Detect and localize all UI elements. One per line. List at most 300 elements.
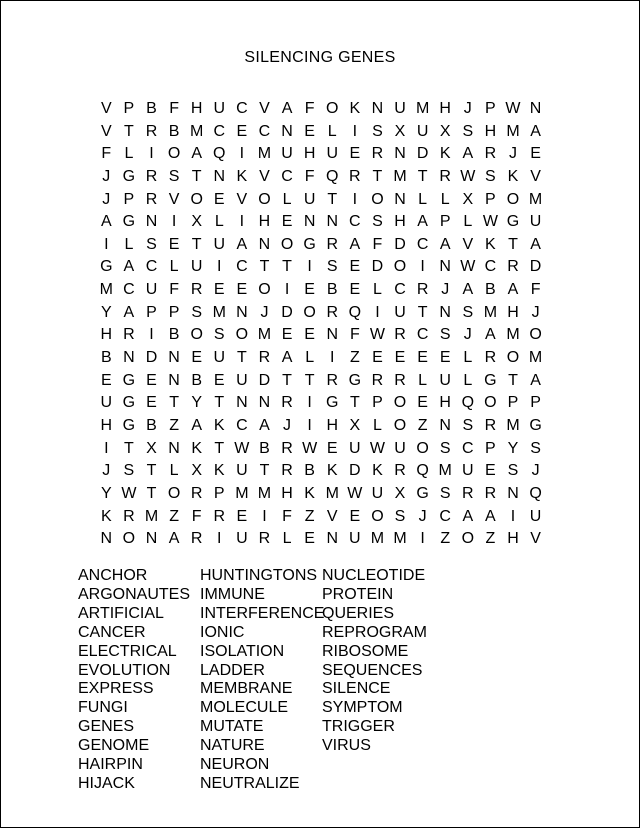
grid-letter: E [236,507,248,525]
grid-letter: M [438,462,452,480]
grid-letter: I [239,145,245,163]
grid-letter: V [100,100,112,117]
grid-letter: S [462,416,474,434]
grid-letter: S [326,258,338,276]
grid-letter: M [415,100,430,117]
grid-letter: R [326,235,339,253]
grid-letter: A [462,281,474,299]
word-item: MOLECULE [200,699,289,717]
grid-letter: F [169,100,179,117]
grid-letter: T [282,258,292,276]
grid-letter: R [213,507,226,525]
grid-letter: N [281,122,293,140]
grid-letter: K [191,439,202,457]
grid-letter: J [441,281,450,299]
grid-letter: E [304,530,315,548]
grid-letter: L [169,258,179,276]
grid-letter: X [394,122,406,140]
grid-letter: U [371,484,384,502]
grid-letter: I [420,530,425,548]
grid-letter: C [349,213,361,231]
grid-letter: V [259,167,270,185]
word-column [78,567,200,794]
grid-letter: A [123,258,135,276]
grid-letter: C [123,281,135,299]
word-item: HIJACK [78,774,135,792]
grid-letter: H [303,145,316,163]
grid-letter: L [282,190,292,208]
grid-letter: L [463,371,473,389]
grid-letter: B [146,100,157,117]
grid-letter: K [213,462,225,480]
grid-letter: A [259,416,270,434]
grid-letter: A [349,235,361,253]
grid-letter: J [463,100,472,117]
grid-letter: N [394,190,406,208]
grid-letter: O [190,326,203,344]
grid-letter: N [168,439,180,457]
grid-letter: E [530,145,541,163]
grid-letter: E [485,462,496,480]
grid-letter: I [307,416,312,434]
grid-letter: A [439,235,451,253]
word-item: TRIGGER [322,718,395,736]
grid-letter: J [531,303,540,321]
grid-letter: L [124,235,134,253]
grid-letter: T [282,371,292,389]
grid-letter: E [213,190,225,208]
grid-letter: E [168,235,180,253]
grid-letter: B [168,122,180,140]
grid-letter: N [439,258,451,276]
grid-letter: R [258,349,271,367]
grid-letter: I [262,507,267,525]
grid-letter: I [104,235,109,253]
grid-letter: T [191,167,202,185]
grid-letter: O [258,190,271,208]
grid-letter: K [349,100,361,117]
grid-letter: S [530,439,541,457]
grid-letter: Y [191,394,202,412]
grid-letter: U [100,394,113,412]
grid-letter: M [506,416,520,434]
grid-letter: T [191,235,202,253]
grid-letter: U [303,190,316,208]
grid-letter: T [124,439,134,457]
word-item: NATURE [200,737,265,755]
word-item: NUCLEOTIDE [322,567,426,584]
grid-letter: C [281,167,293,185]
grid-letter: I [217,258,222,276]
word-item: NEURON [200,756,270,774]
grid-letter: W [369,439,385,457]
grid-letter: G [122,416,136,434]
grid-letter: I [375,303,380,321]
grid-letter: C [236,100,248,117]
grid-letter: I [307,258,312,276]
grid-letter: K [100,507,112,525]
grid-letter: R [281,394,293,412]
grid-letter: W [234,439,250,457]
grid-letter: T [259,462,270,480]
grid-letter: M [528,190,543,208]
grid-letter: T [508,371,518,389]
grid-letter: P [439,213,451,231]
grid-letter: O [190,190,203,208]
grid-letter: U [529,213,542,231]
grid-letter: V [530,530,541,548]
word-item: FUNGI [78,699,128,717]
grid-letter: G [484,371,497,389]
grid-letter: J [283,416,292,434]
grid-letter: V [326,507,338,525]
grid-letter: K [326,462,338,480]
grid-letter: I [510,507,516,525]
grid-letter: H [100,416,113,434]
grid-letter: A [485,507,496,525]
grid-letter: L [418,190,428,208]
grid-letter: E [100,371,112,389]
grid-letter: U [349,530,361,548]
grid-letter: F [169,281,179,299]
grid-letter: B [485,281,496,299]
word-item: MEMBRANE [200,680,293,698]
grid-letter: H [100,326,113,344]
grid-letter: L [440,190,450,208]
grid-letter: Z [485,530,496,548]
grid-letter: J [102,190,111,208]
grid-letter: W [460,258,476,276]
grid-letter: Q [416,462,429,480]
grid-letter: M [506,326,520,344]
grid-letter: Y [100,484,112,502]
grid-letter: O [303,303,316,321]
grid-letter: T [327,190,338,208]
grid-letter: X [191,213,202,231]
grid-letter: A [530,371,541,389]
grid-letter: B [304,462,315,480]
grid-letter: H [190,100,203,117]
word-item: IONIC [200,623,245,641]
grid-letter: P [485,439,496,457]
grid-letter: T [508,235,518,253]
grid-letter: Z [440,530,451,548]
grid-letter: W [482,213,498,231]
grid-letter: A [530,122,541,140]
grid-letter: N [303,213,316,231]
grid-letter: D [371,258,384,276]
grid-letter: K [439,145,451,163]
word-item: PROTEIN [322,585,394,603]
grid-letter: X [191,462,202,480]
grid-letter: R [190,530,203,548]
grid-letter: N [529,100,542,117]
grid-letter: V [462,235,474,253]
grid-letter: O [461,530,475,548]
grid-letter: O [393,416,407,434]
grid-letter: E [191,349,202,367]
grid-letter: U [213,349,226,367]
grid-letter: S [439,484,451,502]
grid-letter: U [439,371,451,389]
grid-letter: U [236,462,248,480]
grid-letter: I [171,213,177,231]
grid-letter: N [439,416,451,434]
grid-letter: F [530,281,541,299]
grid-letter: E [281,326,293,344]
grid-letter: A [417,213,428,231]
grid-letter: P [485,100,496,117]
grid-letter: O [484,394,497,412]
grid-letter: Z [169,507,179,525]
grid-letter: I [307,394,312,412]
grid-letter: R [258,530,271,548]
grid-letter: Z [417,416,428,434]
grid-letter: G [122,394,136,412]
grid-letter: G [100,258,113,276]
grid-letter: M [370,530,385,548]
grid-letter: L [372,281,382,299]
grid-letter: R [281,439,293,457]
grid-letter: O [506,349,520,367]
grid-letter: N [145,213,158,231]
grid-letter: E [326,439,338,457]
word-item: REPROGRAM [322,623,427,641]
grid-letter: E [304,122,315,140]
grid-letter: E [304,281,315,299]
grid-letter: U [416,122,429,140]
grid-letter: Q [213,145,226,163]
grid-letter: E [417,349,428,367]
grid-letter: L [463,349,473,367]
grid-letter: I [330,349,335,367]
grid-letter: A [507,281,519,299]
grid-letter: U [326,145,339,163]
grid-letter: V [259,100,270,117]
grid-letter: R [190,281,203,299]
grid-letter: D [529,258,542,276]
grid-letter: N [145,530,158,548]
grid-letter: R [326,371,339,389]
page-title: SILENCING GENES [244,49,396,66]
grid-letter: U [236,530,248,548]
grid-letter: C [258,122,271,140]
grid-letter: D [281,303,293,321]
grid-letter: A [191,145,202,163]
grid-letter: G [122,371,136,389]
grid-letter: D [258,371,271,389]
grid-letter: A [100,213,112,231]
grid-letter: S [168,167,180,185]
grid-letter: S [507,462,519,480]
grid-letter: A [281,349,293,367]
grid-letter: S [462,122,474,140]
grid-letter: C [213,122,226,140]
grid-letter: A [191,416,202,434]
grid-letter: J [508,145,517,163]
grid-letter: M [257,484,272,502]
grid-letter: M [393,530,407,548]
grid-letter: W [505,100,521,117]
grid-letter: N [326,213,339,231]
grid-letter: P [485,190,496,208]
grid-letter: M [190,122,204,140]
grid-letter: R [394,326,406,344]
word-item: EXPRESS [78,680,154,698]
grid-letter: C [484,258,497,276]
grid-letter: S [439,439,451,457]
grid-letter: O [393,394,407,412]
grid-letter: C [236,416,248,434]
grid-letter: P [123,190,135,208]
grid-letter: H [439,100,451,117]
grid-letter: V [530,167,541,185]
word-item: RIBOSOME [322,642,409,660]
grid-letter: O [280,235,294,253]
grid-letter: D [349,462,361,480]
grid-letter: N [394,145,406,163]
grid-letter: S [372,213,383,231]
grid-letter: E [304,326,315,344]
grid-letter: J [463,326,472,344]
grid-letter: R [123,507,135,525]
grid-letter: N [371,100,384,117]
grid-letter: I [149,145,154,163]
grid-letter: F [349,326,360,344]
word-item: ARTIFICIAL [78,604,164,622]
word-item: VIRUS [322,737,371,755]
grid-letter: G [122,167,136,185]
grid-letter: L [372,416,382,434]
grid-letter: C [439,507,451,525]
grid-letter: A [530,235,541,253]
grid-letter: S [462,303,474,321]
grid-letter: M [257,326,272,344]
grid-letter: C [416,326,429,344]
grid-letter: E [146,371,157,389]
grid-letter: E [213,281,225,299]
grid-letter: L [463,213,473,231]
grid-letter: U [190,258,203,276]
grid-letter: B [259,439,270,457]
grid-letter: E [372,349,383,367]
grid-letter: A [485,326,496,344]
grid-letter: G [326,394,339,412]
grid-letter: S [213,326,225,344]
grid-letter: T [146,462,157,480]
grid-letter: J [260,303,269,321]
word-item: GENOME [78,737,150,755]
grid-letter: J [102,462,111,480]
grid-letter: R [349,167,361,185]
grid-letter: S [485,167,496,185]
grid-letter: K [372,462,383,480]
grid-letter: R [371,371,384,389]
grid-letter: A [123,303,135,321]
grid-letter: M [506,122,520,140]
grid-letter: P [146,303,157,321]
grid-letter: R [145,122,158,140]
grid-letter: F [282,507,292,525]
grid-letter: R [281,462,293,480]
grid-letter: N [168,349,180,367]
grid-letter: Q [461,394,475,412]
grid-letter: O [371,190,384,208]
grid-letter: I [239,213,245,231]
word-item: IMMUNE [200,585,265,603]
grid-letter: T [124,122,134,140]
grid-letter: U [462,462,474,480]
grid-letter: H [258,213,271,231]
grid-letter: A [281,100,293,117]
grid-letter: S [372,122,383,140]
grid-letter: T [259,258,270,276]
word-item: ISOLATION [200,642,285,660]
grid-letter: M [393,167,407,185]
grid-letter: M [212,303,226,321]
grid-letter: W [369,326,385,344]
grid-letter: P [507,394,519,412]
grid-letter: B [146,416,157,434]
word-item: SILENCE [322,680,391,698]
grid-letter: R [145,190,158,208]
grid-letter: C [462,439,474,457]
word-item: LADDER [200,661,265,679]
grid-letter: C [236,258,248,276]
letter-grid [95,98,547,551]
grid-letter: M [257,145,272,163]
grid-letter: L [282,530,292,548]
grid-letter: Q [348,303,362,321]
grid-letter: C [145,258,158,276]
grid-letter: H [394,213,406,231]
grid-letter: T [214,439,225,457]
grid-letter: R [439,167,451,185]
grid-letter: S [123,462,135,480]
grid-letter: O [326,100,339,117]
grid-letter: L [418,371,428,389]
grid-letter: O [167,145,181,163]
grid-letter: J [531,462,540,480]
word-item: INTERFERENCE [200,604,325,622]
grid-letter: E [349,281,361,299]
grid-letter: C [394,281,406,299]
grid-letter: S [191,303,202,321]
word-item: MUTATE [200,718,264,736]
grid-letter: P [168,303,180,321]
grid-letter: E [281,213,293,231]
grid-letter: T [236,349,247,367]
grid-letter: Z [169,416,179,434]
grid-letter: O [122,530,136,548]
grid-letter: O [416,439,429,457]
grid-letter: F [304,167,315,185]
grid-letter: R [145,167,158,185]
grid-letter: E [417,394,428,412]
grid-letter: R [507,258,519,276]
grid-letter: N [123,349,135,367]
grid-letter: J [418,507,427,525]
grid-letter: J [102,167,111,185]
grid-letter: Y [100,303,112,321]
grid-letter: B [168,326,180,344]
grid-letter: N [213,167,226,185]
grid-letter: N [100,530,113,548]
grid-letter: D [145,349,158,367]
word-item: GENES [78,718,135,736]
grid-letter: R [326,303,339,321]
grid-letter: I [352,190,358,208]
